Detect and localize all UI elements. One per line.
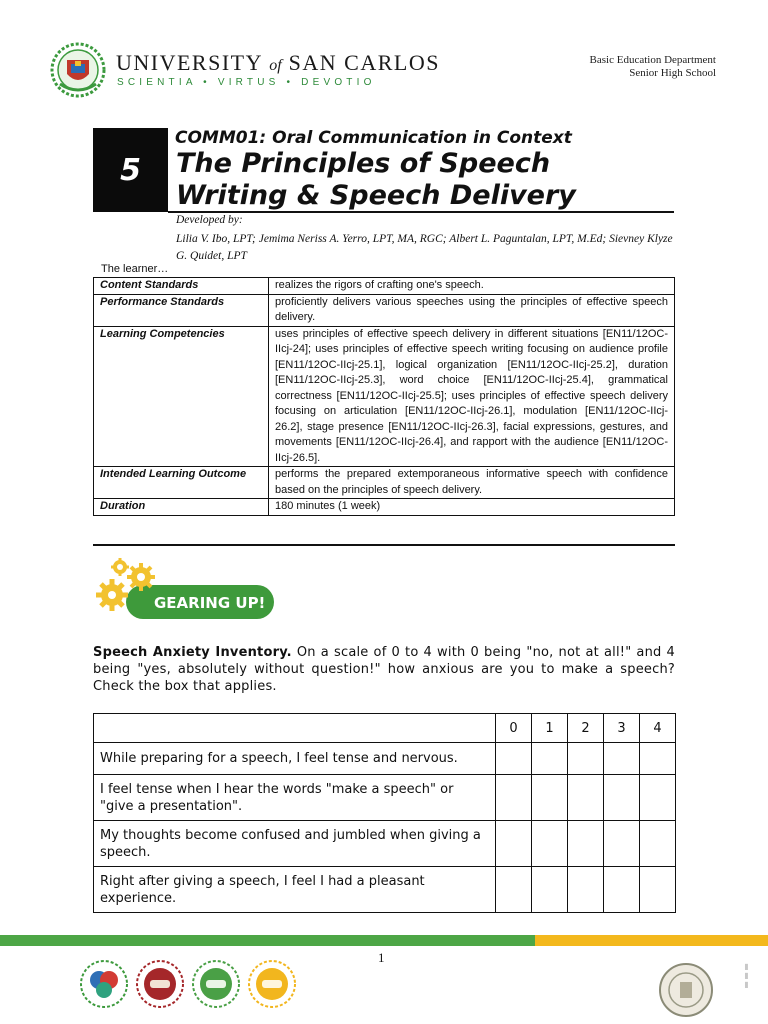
rating-checkbox[interactable]: [568, 775, 604, 821]
standard-value: uses principles of effective speech delivery in different situations [EN11/12OC-IIcj-24]; uses principles of effective speech writing focusing on audience profile [EN11/12OC-IIcj-25.1], logical organization [EN11/12OC-IIcj-25.2], duration [EN11/12OC-IIcj-25.3], word choice [EN11/12OC-IIcj-25.4], grammatical correctness [EN11/12OC-IIcj-25.5]; uses principles of effective speech delivery focusing on articulation [EN11/12OC-IIcj-26.1], modulation [EN11/12OC-IIcj-26.2], stage presence [EN11/12OC-IIcj-26.3], facial expressions, gestures, and movements [EN11/12OC-IIcj-26.4], and rapport with the audience [EN11/12OC-IIcj-26.5].: [269, 326, 675, 467]
inventory-description: On a scale of 0 to 4 with 0 being "no, not at all!" and 4 being "yes, absolutely without question!" how anxious are you to make a speech? Check the box that applies.: [93, 645, 675, 694]
title-divider: [168, 211, 674, 213]
accreditation-seal-icon: [658, 962, 714, 1018]
standard-label: Learning Competencies: [94, 326, 269, 467]
rating-checkbox[interactable]: [604, 867, 640, 913]
department-line: Basic Education Department: [589, 54, 716, 66]
table-row: [94, 278, 675, 295]
rating-checkbox[interactable]: [640, 775, 676, 821]
scale-header: 3: [604, 714, 640, 743]
table-row: [94, 467, 675, 499]
course-title: COMM01: Oral Communication in Context: [175, 128, 572, 148]
inventory-statement: I feel tense when I hear the words "make a speech" or "give a presentation".: [94, 775, 496, 821]
gearing-up-label: GEARING UP!: [154, 594, 266, 612]
inventory-title: Speech Anxiety Inventory.: [93, 645, 292, 660]
gear-icon: [127, 563, 155, 591]
standard-value: 180 minutes (1 week): [269, 499, 675, 516]
rating-checkbox[interactable]: [640, 867, 676, 913]
rating-checkbox[interactable]: [532, 821, 568, 867]
handshake-icon: [249, 961, 295, 1007]
standard-label: Duration: [94, 499, 269, 516]
rating-checkbox[interactable]: [532, 743, 568, 775]
standard-label: Intended Learning Outcome: [94, 467, 269, 499]
rating-checkbox[interactable]: [568, 743, 604, 775]
developers-list: Lilia V. Ibo, LPT; Jemima Neriss A. Yerro, LPT, MA, RGC; Albert L. Paguntalan, LPT, M.Ed; Sievney Klyze G. Quidet, LPT: [176, 233, 673, 262]
table-row: [94, 326, 675, 467]
rating-checkbox[interactable]: [568, 821, 604, 867]
gearing-up-banner: [96, 557, 276, 623]
footer-bar-green: [0, 935, 535, 946]
learner-label: The learner…: [101, 263, 169, 275]
rating-checkbox[interactable]: [640, 743, 676, 775]
scale-header: 4: [640, 714, 676, 743]
table-row: [94, 743, 676, 775]
module-title-line-2: Writing & Speech Delivery: [176, 180, 576, 211]
inventory-instructions: [93, 644, 675, 695]
university-seal-logo: [48, 42, 108, 98]
section-divider: [93, 544, 675, 546]
department-label: [590, 54, 716, 80]
table-row: [94, 821, 676, 867]
university-name: UNIVERSITY of SAN CARLOS: [116, 50, 440, 75]
school-line: Senior High School: [629, 67, 716, 79]
rating-checkbox[interactable]: [532, 775, 568, 821]
table-header-row: [94, 714, 676, 743]
hands-icon: [193, 961, 239, 1007]
table-row: [94, 294, 675, 326]
standard-label: Content Standards: [94, 278, 269, 295]
side-watermark: ▮▮▮: [742, 962, 751, 989]
rating-checkbox[interactable]: [532, 867, 568, 913]
rating-checkbox[interactable]: [568, 867, 604, 913]
rating-checkbox[interactable]: [604, 743, 640, 775]
scale-header: 2: [568, 714, 604, 743]
gear-icon: [96, 579, 128, 611]
footer-logos: [78, 958, 300, 1010]
inventory-statement: My thoughts become confused and jumbled when giving a speech.: [94, 821, 496, 867]
developed-by-label: Developed by:: [176, 214, 243, 226]
table-row: [94, 867, 676, 913]
table-row: [94, 775, 676, 821]
standard-value: realizes the rigors of crafting one's speech.: [269, 278, 675, 295]
module-title-line-1: The Principles of Speech: [176, 148, 551, 179]
brain-icon: [81, 961, 127, 1007]
standard-value: performs the prepared extemporaneous informative speech with confidence based on the principles of speech delivery.: [269, 467, 675, 499]
standards-table: [93, 277, 675, 516]
scale-header: 0: [496, 714, 532, 743]
rating-checkbox[interactable]: [496, 775, 532, 821]
gear-icon: [111, 558, 129, 576]
university-motto: SCIENTIA • VIRTUS • DEVOTIO: [117, 77, 376, 88]
footer-bar-yellow: [535, 935, 768, 946]
scale-header: 1: [532, 714, 568, 743]
anxiety-inventory-table: [93, 713, 676, 913]
inventory-statement: While preparing for a speech, I feel tense and nervous.: [94, 743, 496, 775]
standard-label: Performance Standards: [94, 294, 269, 326]
table-row: [94, 499, 675, 516]
rating-checkbox[interactable]: [640, 821, 676, 867]
statement-header: [94, 714, 496, 743]
page-number: 1: [378, 950, 385, 965]
module-number-box: 5: [93, 128, 168, 212]
rating-checkbox[interactable]: [496, 867, 532, 913]
rating-checkbox[interactable]: [496, 821, 532, 867]
lamp-icon: [137, 961, 183, 1007]
rating-checkbox[interactable]: [604, 775, 640, 821]
rating-checkbox[interactable]: [604, 821, 640, 867]
inventory-statement: Right after giving a speech, I feel I had a pleasant experience.: [94, 867, 496, 913]
rating-checkbox[interactable]: [496, 743, 532, 775]
standard-value: proficiently delivers various speeches using the principles of effective speech delivery.: [269, 294, 675, 326]
